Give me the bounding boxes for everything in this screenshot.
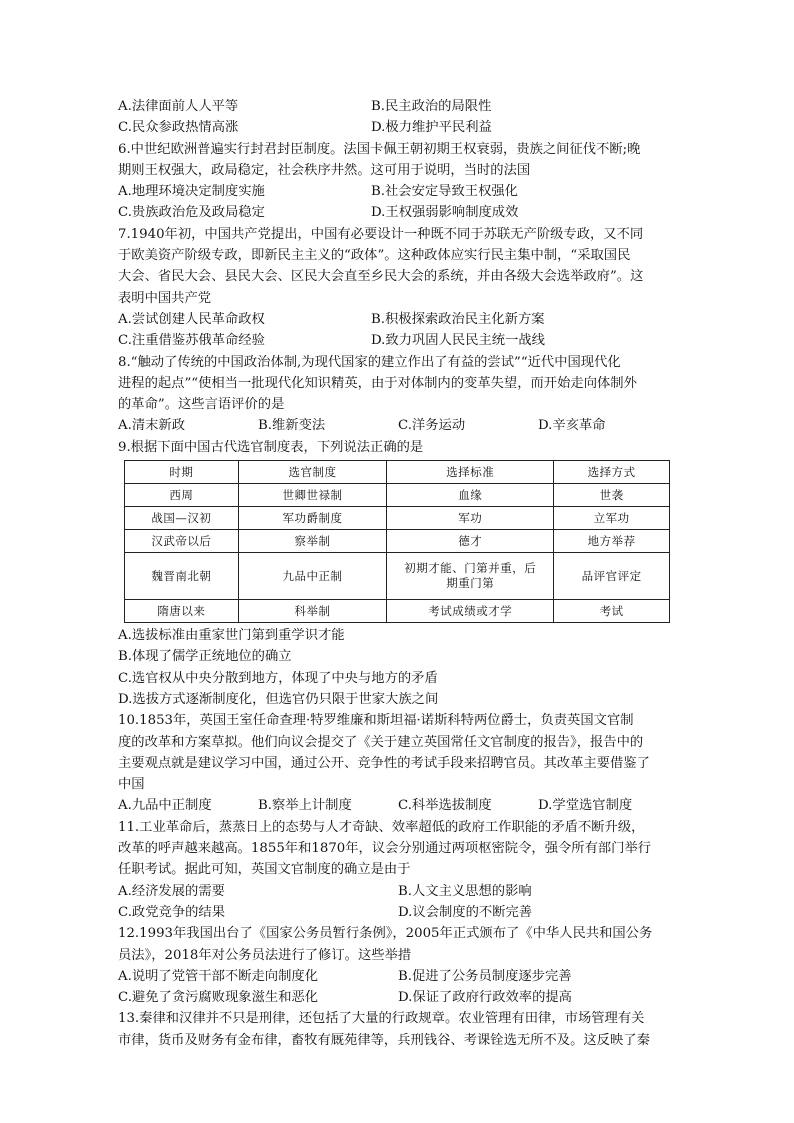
q7-stem-line-1: 7.1940年初，中国共产党提出，中国有必要设计一种既不同于苏联无产阶级专政，又不同 [118, 226, 644, 242]
q12-stem-line-1: 12.1993年我国出台了《国家公务员暂行条例》，2005年正式颁布了《中华人民共和国公务 [118, 926, 653, 942]
q5-option-a[interactable]: A.法律面前人人平等 [118, 99, 239, 114]
q12-option-a[interactable]: A.说明了党管干部不断走向制度化 [118, 968, 318, 984]
q9-option-c[interactable]: C.选官权从中央分散到地方，体现了中央与地方的矛盾 [118, 670, 438, 686]
q11-options-row-2 [118, 902, 678, 923]
q7-option-b[interactable]: B.积极探索政治民主化新方案 [371, 311, 545, 327]
table-cell: 考试成绩或才学 [387, 600, 554, 623]
q13-stem-line-1: 13.秦律和汉律并不只是刑律，还包括了大量的行政规章。农业管理有田律，市场管理有关 [118, 1011, 645, 1027]
q6-options-row-2 [118, 202, 678, 223]
table-cell: 初期才能、门第并重，后期重门第 [387, 553, 554, 600]
q7-options-row-2 [118, 330, 678, 351]
q12-option-d[interactable]: D.保证了政府行政效率的提高 [398, 990, 572, 1006]
q5-option-d[interactable]: D.极力维护平民利益 [371, 120, 492, 136]
q11-stem-line-3: 任职考试。据此可知，英国文官制度的确立是由于 [118, 862, 411, 878]
q6-option-d[interactable]: D.王权强弱影响制度成效 [371, 205, 519, 221]
q12-options-row-2 [118, 987, 678, 1008]
q7-stem-line-3: 大会、省民大会、县民大会、区民大会直至乡民大会的系统，并由各级大会选举政府”。这 [118, 269, 644, 285]
q5-option-b[interactable]: B.民主政治的局限性 [371, 99, 492, 114]
q11-option-c[interactable]: C.政党竞争的结果 [118, 904, 226, 920]
q8-option-b[interactable]: B.维新变法 [258, 418, 326, 434]
q8-option-c[interactable]: C.洋务运动 [398, 418, 466, 434]
table-cell: 血缘 [387, 484, 554, 507]
table-row [125, 507, 670, 530]
table-header-cell: 时期 [125, 461, 239, 484]
table-header-row [125, 461, 670, 484]
q11-option-a[interactable]: A.经济发展的需要 [118, 883, 225, 899]
table-header-cell: 选官制度 [238, 461, 387, 484]
table-cell: 汉武帝以后 [125, 530, 239, 553]
q7-options-row-1 [118, 309, 678, 330]
q5-options-row-1 [118, 96, 678, 117]
table-cell: 军功爵制度 [238, 507, 387, 530]
q10-option-a[interactable]: A.九品中正制度 [118, 798, 212, 814]
table-cell: 军功 [387, 507, 554, 530]
q10-stem-line-4: 中国 [118, 777, 145, 793]
exam-page [118, 96, 678, 1051]
q8-option-a[interactable]: A.清末新政 [118, 418, 186, 434]
table-cell: 科举制 [238, 600, 387, 623]
q12-option-b[interactable]: B.促进了公务员制度逐步完善 [398, 968, 572, 984]
q7-option-d[interactable]: D.致力巩固人民民主统一战线 [371, 333, 545, 349]
q12-option-c[interactable]: C.避免了贪污腐败现象滋生和恶化 [118, 990, 319, 1006]
q6-stem-line-2: 期则王权强大，政局稳定，社会秩序井然。这可用于说明，当时的法国 [118, 162, 531, 178]
q8-option-d[interactable]: D.辛亥革命 [538, 418, 606, 434]
q13-stem-line-2: 市律，货币及财务有金布律，畜牧有厩苑律等，兵刑钱谷、考课铨选无所不及。这反映了秦 [118, 1032, 650, 1048]
q6-option-a[interactable]: A.地理环境决定制度实施 [118, 184, 265, 200]
q6-stem-line-1: 6.中世纪欧洲普遍实行封君封臣制度。法国卡佩王朝初期王权衰弱，贵族之间征伐不断;晚 [118, 141, 641, 157]
table-cell: 德才 [387, 530, 554, 553]
q11-options-row-1 [118, 881, 678, 902]
table-row [125, 553, 670, 600]
table-header-cell: 选择方式 [554, 461, 670, 484]
q12-options-row-1 [118, 966, 678, 987]
table-cell: 战国—汉初 [125, 507, 239, 530]
q5-option-c[interactable]: C.民众参政热情高涨 [118, 120, 239, 136]
q7-option-a[interactable]: A.尝试创建人民革命政权 [118, 311, 265, 327]
table-cell: 立军功 [554, 507, 670, 530]
q5-options-row-2 [118, 117, 678, 138]
q8-stem-line-3: 的革命”。这些言语评价的是 [118, 397, 285, 413]
q8-stem-line-2: 进程的起点”“使相当一批现代化知识精英，由于对体制内的变革失望，而开始走向体制外 [118, 375, 637, 391]
q7-option-c[interactable]: C.注重借鉴苏俄革命经验 [118, 333, 265, 349]
table-cell: 九品中正制 [238, 553, 387, 600]
q10-options-row [118, 795, 678, 816]
q9-stem: 9.根据下面中国古代选官制度表，下列说法正确的是 [118, 439, 424, 455]
q10-option-c[interactable]: C.科举选拔制度 [398, 798, 492, 814]
q11-option-b[interactable]: B.人文主义思想的影响 [398, 883, 532, 899]
q11-stem-line-2: 改革的呼声越来越高。1855年和1870年，议会分别通过两项枢密院令，强令所有部门举行 [118, 841, 652, 857]
q10-option-d[interactable]: D.学堂选官制度 [538, 798, 633, 814]
table-cell: 隋唐以来 [125, 600, 239, 623]
q9-option-a[interactable]: A.选拔标准由重家世门第到重学识才能 [118, 628, 345, 644]
q11-option-d[interactable]: D.议会制度的不断完善 [398, 904, 533, 920]
q8-stem-line-1: 8.“触动了传统的中国政治体制,为现代国家的建立作出了有益的尝试”“近代中国现代化 [118, 354, 621, 370]
selection-system-table [124, 460, 670, 623]
table-cell: 西周 [125, 484, 239, 507]
table-cell: 察举制 [238, 530, 387, 553]
table-cell: 考试 [554, 600, 670, 623]
q10-stem-line-2: 度的改革和方案草拟。他们向议会提交了《关于建立英国常任文官制度的报告》，报告中的 [118, 734, 644, 750]
table-row [125, 530, 670, 553]
table-cell: 品评官评定 [554, 553, 670, 600]
q6-option-b[interactable]: B.社会安定导致王权强化 [371, 184, 518, 200]
q10-option-b[interactable]: B.察举上计制度 [258, 798, 352, 814]
q8-options-row [118, 415, 678, 436]
table-cell: 地方举荐 [554, 530, 670, 553]
q7-stem-line-2: 于欧美资产阶级专政，即新民主主义的“政体”。这种政体应实行民主集中制，“采取国民 [118, 248, 631, 264]
table-row [125, 484, 670, 507]
table-row [125, 600, 670, 623]
table-cell: 世卿世禄制 [238, 484, 387, 507]
q9-option-d[interactable]: D.选拔方式逐渐制度化，但选官仍只限于世家大族之间 [118, 691, 439, 707]
q11-stem-line-1: 11.工业革命后，蒸蒸日上的态势与人才奇缺、效率超低的政府工作职能的矛盾不断升级， [118, 819, 645, 835]
table-cell: 魏晋南北朝 [125, 553, 239, 600]
q6-options-row-1 [118, 181, 678, 202]
q6-option-c[interactable]: C.贵族政治危及政局稳定 [118, 205, 265, 221]
table-cell: 世袭 [554, 484, 670, 507]
q7-stem-line-4: 表明中国共产党 [118, 290, 212, 306]
q9-option-b[interactable]: B.体现了儒学正统地位的确立 [118, 649, 292, 665]
q10-stem-line-1: 10.1853年，英国王室任命查理·特罗维廉和斯坦福·诺斯科特两位爵士，负责英国文官制 [118, 713, 634, 729]
q10-stem-line-3: 主要观点就是建议学习中国，通过公开、竞争性的考试手段来招聘官员。其改革主要借鉴了 [118, 755, 650, 771]
table-header-cell: 选择标准 [387, 461, 554, 484]
q12-stem-line-2: 员法》，2018年对公务员法进行了修订。这些举措 [118, 947, 412, 963]
